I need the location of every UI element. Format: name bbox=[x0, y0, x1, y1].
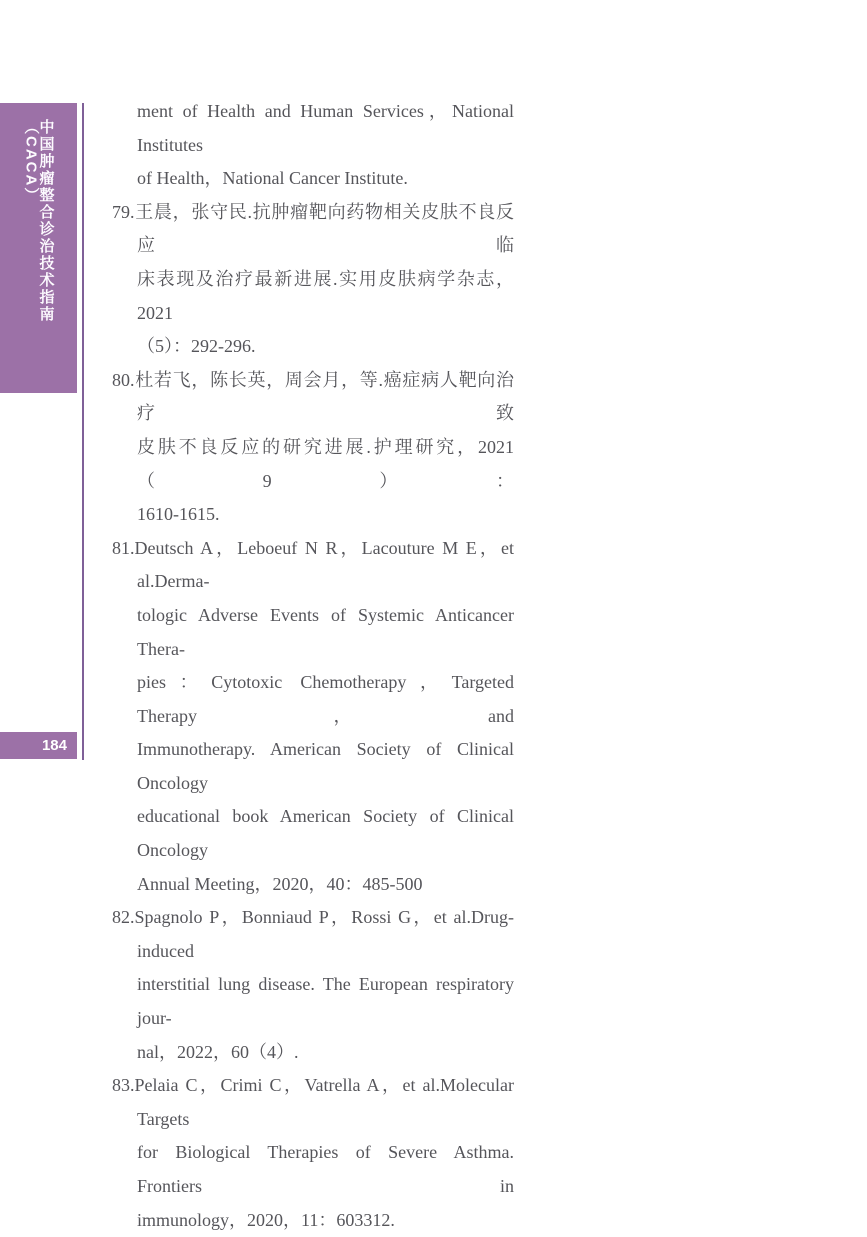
reference-continuation bbox=[112, 95, 514, 196]
reference-text: educational book American Society of Clinical Oncology bbox=[137, 806, 514, 861]
reference-line bbox=[112, 196, 514, 263]
reference-line bbox=[137, 431, 514, 498]
reference-text: 皮肤不良反应的研究进展.护理研究，2021（9）： bbox=[137, 436, 514, 491]
page-number-badge bbox=[0, 732, 77, 759]
margin-rule bbox=[82, 103, 84, 760]
reference-item bbox=[112, 196, 514, 364]
reference-number: 80. bbox=[112, 369, 135, 390]
reference-text: interstitial lung disease. The European respiratory jour- bbox=[137, 974, 514, 1029]
reference-item bbox=[112, 364, 514, 532]
reference-line bbox=[137, 868, 514, 902]
reference-item bbox=[112, 532, 514, 902]
reference-text: 1610-1615. bbox=[137, 504, 220, 525]
reference-text: pies：Cytotoxic Chemotherapy，Targeted Therapy，and bbox=[137, 672, 514, 726]
reference-item bbox=[112, 1069, 514, 1237]
reference-text: Annual Meeting，2020，40：485-500 bbox=[137, 873, 423, 894]
reference-text: Deutsch A，Leboeuf N R，Lacouture M E，et al.Derma- bbox=[134, 537, 514, 592]
reference-line bbox=[137, 498, 514, 532]
reference-text: Immunotherapy. American Society of Clinical Oncology bbox=[137, 739, 514, 793]
page-number: 184 bbox=[41, 737, 67, 754]
reference-line bbox=[137, 1204, 514, 1237]
references-list bbox=[112, 95, 514, 1237]
reference-text: （5）：292-296. bbox=[137, 336, 256, 357]
reference-text: immunology，2020，11：603312. bbox=[137, 1209, 395, 1230]
reference-line bbox=[112, 1069, 514, 1136]
reference-line bbox=[137, 968, 514, 1035]
reference-line bbox=[137, 95, 514, 162]
reference-text: Pelaia C，Crimi C，Vatrella A，et al.Molecular Targets bbox=[134, 1075, 514, 1129]
reference-line bbox=[112, 901, 514, 968]
reference-number: 79. bbox=[112, 201, 135, 222]
reference-text: nal，2022，60（4）. bbox=[137, 1041, 299, 1062]
reference-text: tologic Adverse Events of Systemic Anticancer Thera- bbox=[137, 604, 514, 659]
reference-line bbox=[137, 666, 514, 733]
reference-line bbox=[137, 1036, 514, 1070]
reference-text: of Health，National Cancer Institute. bbox=[137, 168, 408, 189]
reference-number: 83. bbox=[112, 1075, 135, 1096]
reference-text: for Biological Therapies of Severe Asthma. Frontiers in bbox=[137, 1142, 514, 1196]
reference-text: 杜若飞，陈长英，周会月，等.癌症病人靶向治疗致 bbox=[134, 369, 514, 424]
reference-line bbox=[112, 532, 514, 599]
sidebar-tab bbox=[0, 103, 77, 393]
reference-line bbox=[137, 263, 514, 330]
reference-number: 81. bbox=[112, 537, 135, 558]
reference-line bbox=[137, 599, 514, 666]
reference-number: 82. bbox=[112, 907, 135, 928]
book-title-vertical: 中国肿瘤整合诊治技术指南（CACA） bbox=[22, 119, 55, 323]
reference-text: 床表现及治疗最新进展.实用皮肤病学杂志，2021 bbox=[137, 268, 514, 323]
reference-text: ment of Health and Human Services，National Institutes bbox=[137, 101, 514, 155]
reference-item bbox=[112, 901, 514, 1069]
reference-text: 王晨，张守民.抗肿瘤靶向药物相关皮肤不良反应临 bbox=[134, 201, 514, 256]
reference-text: Spagnolo P，Bonniaud P，Rossi G，et al.Drug-induced bbox=[134, 907, 514, 961]
reference-line bbox=[137, 800, 514, 867]
reference-line bbox=[112, 364, 514, 431]
reference-line bbox=[137, 162, 514, 196]
reference-line bbox=[137, 1136, 514, 1203]
reference-line bbox=[137, 733, 514, 800]
reference-line bbox=[137, 330, 514, 364]
